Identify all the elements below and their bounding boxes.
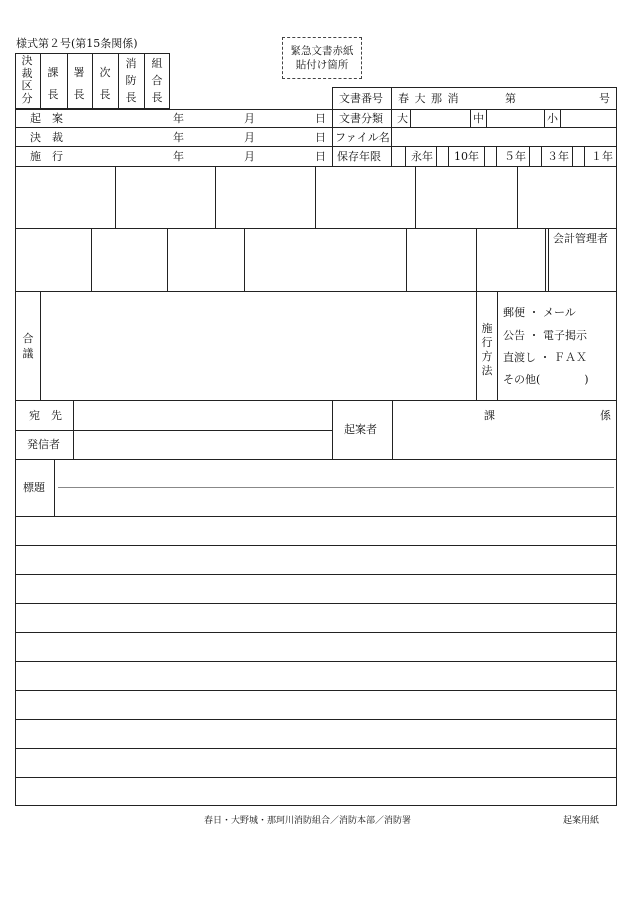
form-frame: [15, 109, 617, 806]
approval-col-shobocho: 消防長: [125, 57, 137, 104]
date-year-3: 年: [173, 150, 184, 163]
date-row-shiko: 施 行: [30, 150, 63, 163]
retention-3y: ３年: [547, 150, 569, 163]
doc-class-small: 小: [547, 112, 558, 125]
footer-org: 春日・大野城・那珂川消防組合／消防本部／消防署: [204, 816, 412, 826]
retention-permanent: 永年: [411, 150, 433, 163]
consult-label: 合議: [22, 332, 34, 360]
form-number: 様式第２号(第15条関係): [16, 37, 138, 50]
doc-number-label: 文書番号: [339, 92, 383, 105]
footer-sheet-type: 起案用紙: [563, 816, 600, 826]
approval-col-kumiaicho: 組合長: [151, 57, 163, 104]
emergency-slip-area: [282, 37, 362, 79]
doc-number-value: 春 大 那 消: [398, 92, 460, 105]
drafter-section: 課: [484, 409, 495, 422]
date-month-1: 月: [244, 112, 255, 125]
method-option-notice: 公告 ・ 電子掲示: [503, 329, 587, 342]
retention-10y: 10年: [454, 150, 479, 163]
date-day-1: 日: [315, 112, 326, 125]
method-option-post: 郵便 ・ メール: [503, 306, 576, 319]
date-row-kian: 起 案: [30, 112, 63, 125]
drafter-unit: 係: [600, 409, 611, 422]
retention-5y: ５年: [504, 150, 526, 163]
title-label: 標題: [23, 481, 45, 494]
date-year-1: 年: [173, 112, 184, 125]
method-option-other: その他( ): [503, 373, 589, 386]
date-year-2: 年: [173, 131, 184, 144]
date-row-kessai: 決 裁: [30, 131, 63, 144]
drafter-label: 起案者: [344, 423, 377, 436]
date-month-3: 月: [244, 150, 255, 163]
accounting-manager-label: 会計管理者: [553, 232, 608, 245]
file-name-label: ファイル名: [335, 131, 390, 144]
recipient-label: 宛 先: [29, 409, 62, 422]
approval-col-shocho: 署長: [73, 66, 85, 101]
date-month-2: 月: [244, 131, 255, 144]
method-option-hand: 直渡し ・ ＦＡＸ: [503, 351, 587, 364]
approval-col-jicho: 次長: [99, 66, 111, 101]
approval-col-kacho: 課長: [47, 66, 59, 101]
retention-label: 保存年限: [337, 150, 381, 163]
doc-class-large: 大: [397, 112, 408, 125]
date-day-2: 日: [315, 131, 326, 144]
doc-number-dai: 第: [505, 92, 516, 105]
method-label: 施行方法: [481, 322, 493, 377]
doc-number-go: 号: [599, 92, 610, 105]
doc-class-mid: 中: [473, 112, 484, 125]
emergency-slip-label: 緊急文書赤紙 貼付け箇所: [290, 45, 354, 71]
approval-label: 決裁区分: [21, 54, 33, 105]
retention-1y: １年: [591, 150, 613, 163]
sender-label: 発信者: [27, 438, 60, 451]
date-day-3: 日: [315, 150, 326, 163]
doc-class-label: 文書分類: [339, 112, 383, 125]
